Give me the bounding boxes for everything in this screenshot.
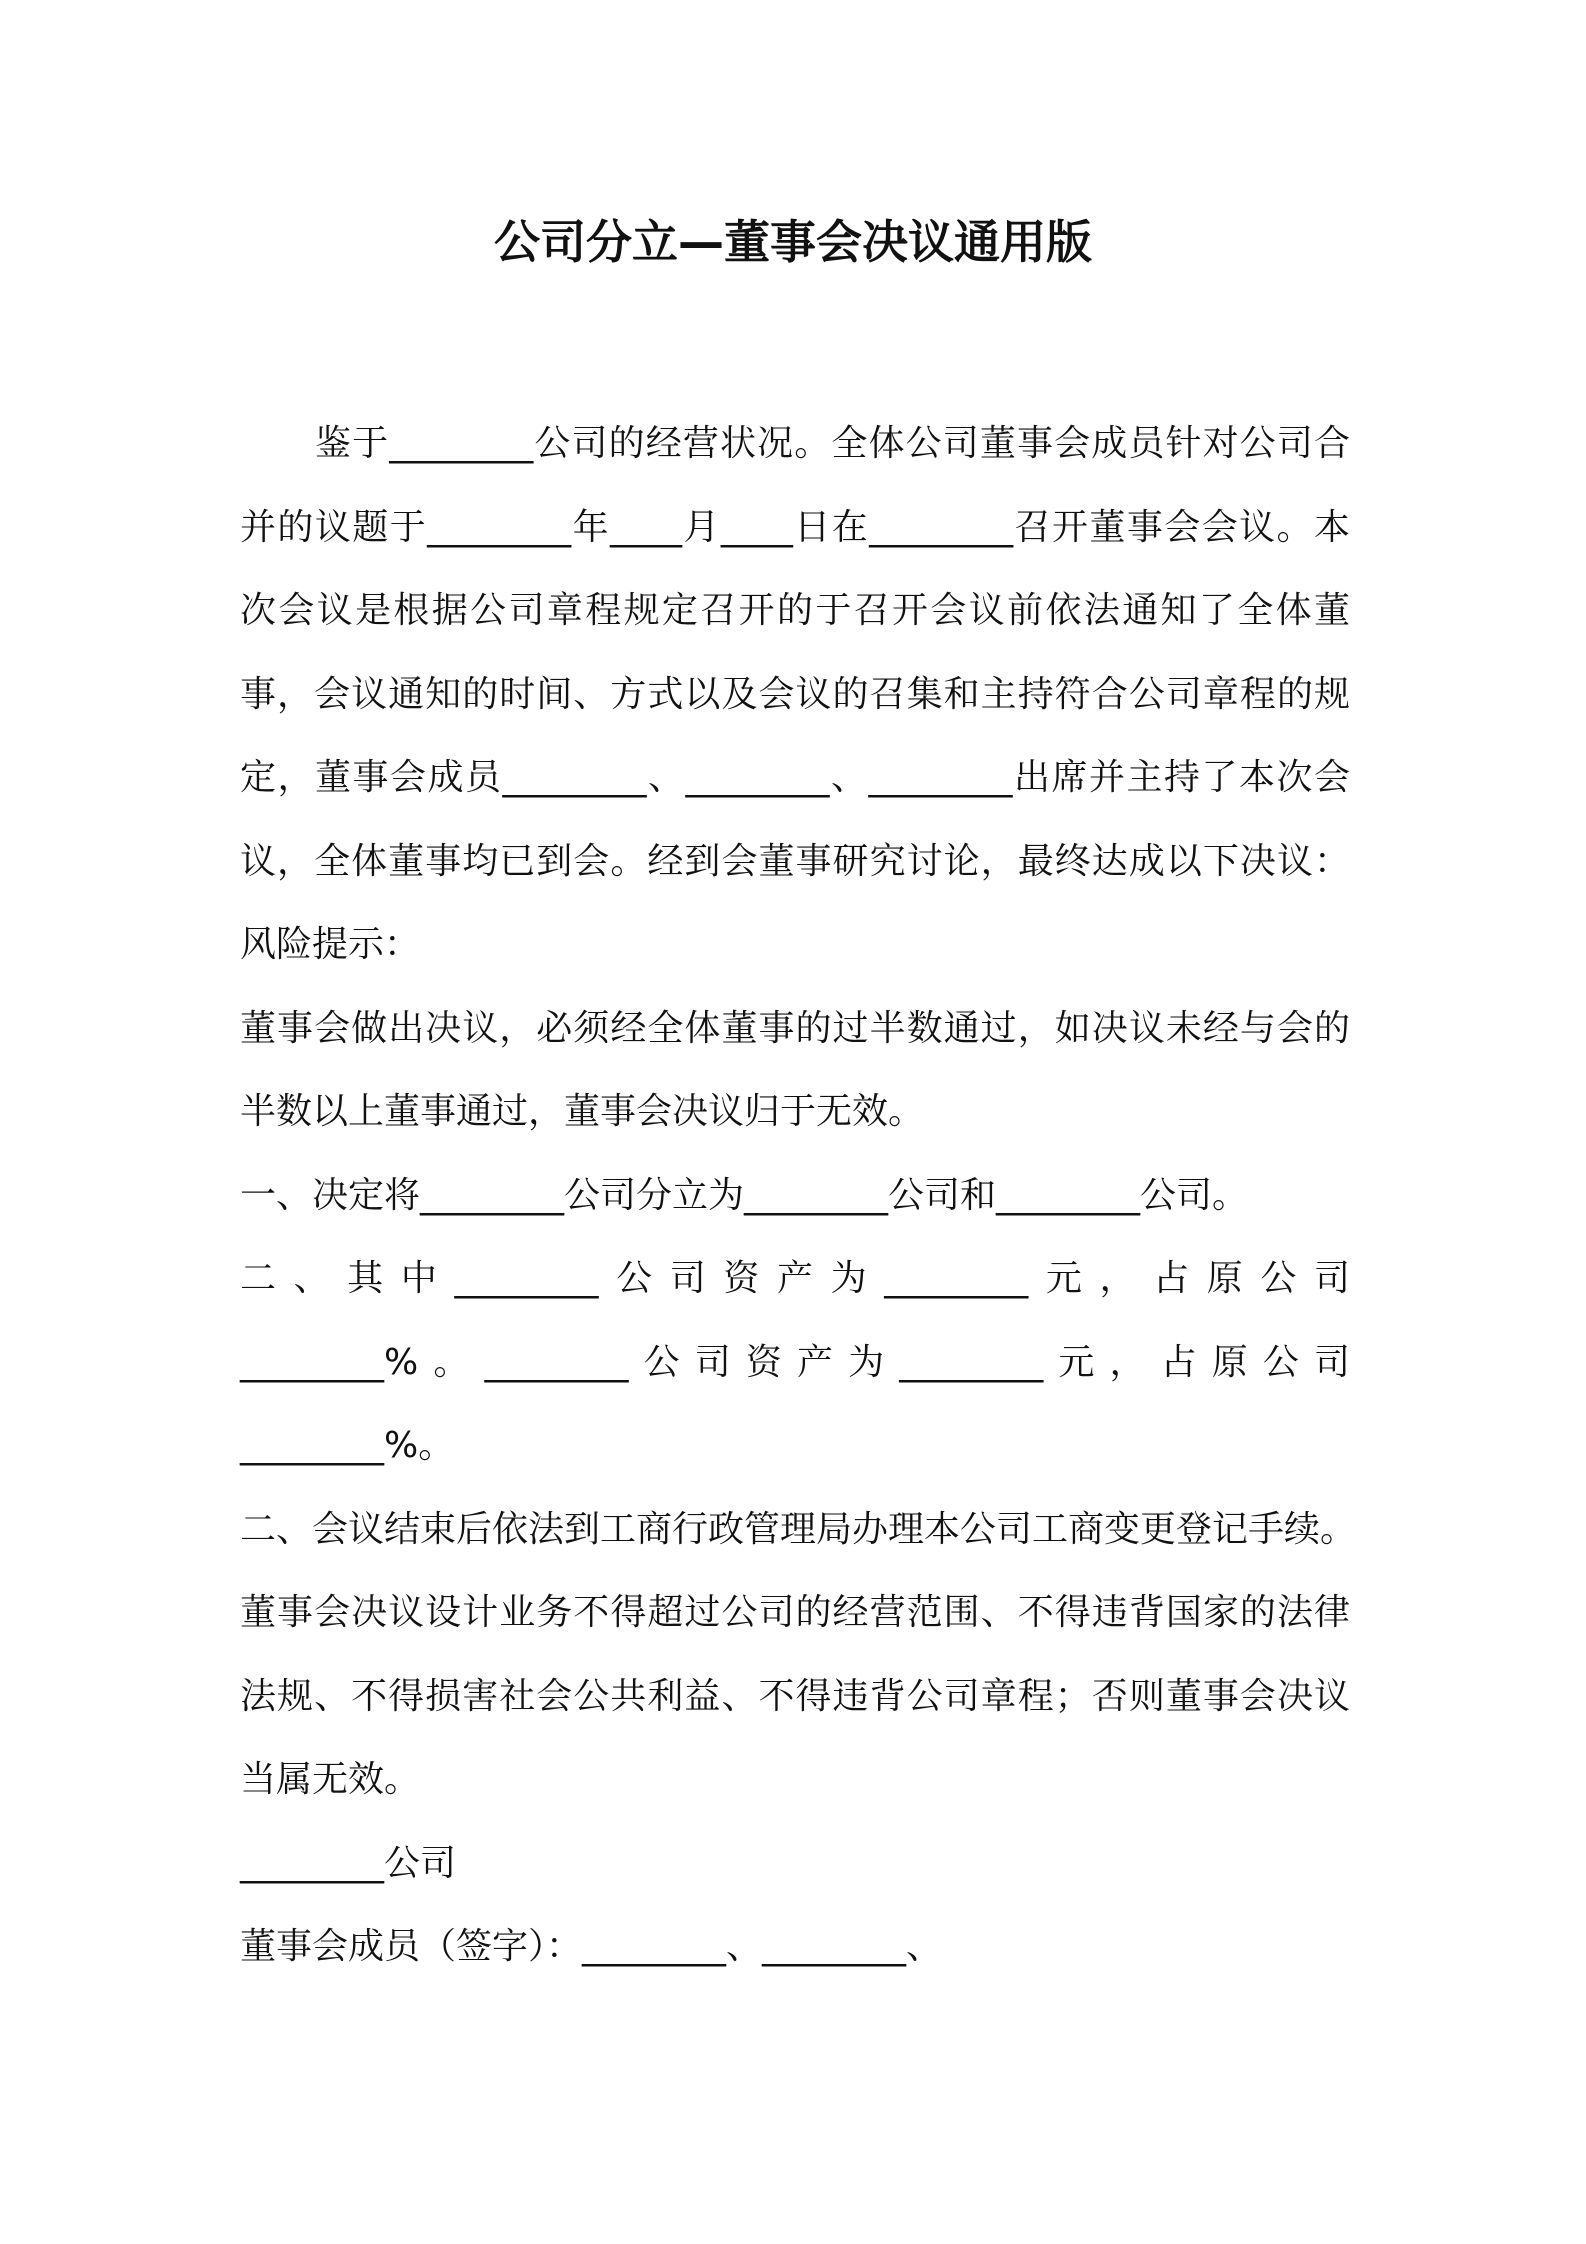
resolution-item-2-line-3: ________%。	[240, 1425, 455, 1466]
resolution-item-2-line-1: 二、其中________公司资产为________元，占原公司	[240, 1258, 1350, 1299]
board-signature-line: 董事会成员（签字）：________、________、	[240, 1926, 943, 1967]
risk-warning-paragraph: 董事会做出决议，必须经全体董事的过半数通过，如决议未经与会的半数以上董事通过，董事会决议归于无效。	[240, 1007, 1350, 1132]
document-body	[240, 402, 1357, 1989]
resolution-item-1: 一、决定将________公司分立为________公司和________公司。	[240, 1174, 1249, 1216]
company-name-line: ________公司	[240, 1842, 457, 1884]
intro-paragraph: 鉴于________公司的经营状况。全体公司董事会成员针对公司合并的议题于________年____月____日在________召开董事会会议。本次会议是根据公司章程规定召开的于召开会议前依法通知了全体董事，会议通知的时间、方式以及会议的召集和主持符合公司章程的规定，董事会成员________、________、________出席并主持了本次会议，全体董事均已到会。经到会董事研究讨论，最终达成以下决议：风险提示：	[240, 423, 1350, 965]
resolution-item-2-line-2: ________%。________公司资产为________元，占原公司	[240, 1341, 1350, 1383]
resolution-item-3: 二、会议结束后依法到工商行政管理局办理本公司工商变更登记手续。	[240, 1508, 1357, 1550]
validity-note-paragraph: 董事会决议设计业务不得超过公司的经营范围、不得违背国家的法律法规、不得损害社会公共利益、不得违背公司章程；否则董事会决议当属无效。	[240, 1592, 1350, 1800]
document-title: 公司分立—董事会决议通用版	[494, 215, 1092, 269]
